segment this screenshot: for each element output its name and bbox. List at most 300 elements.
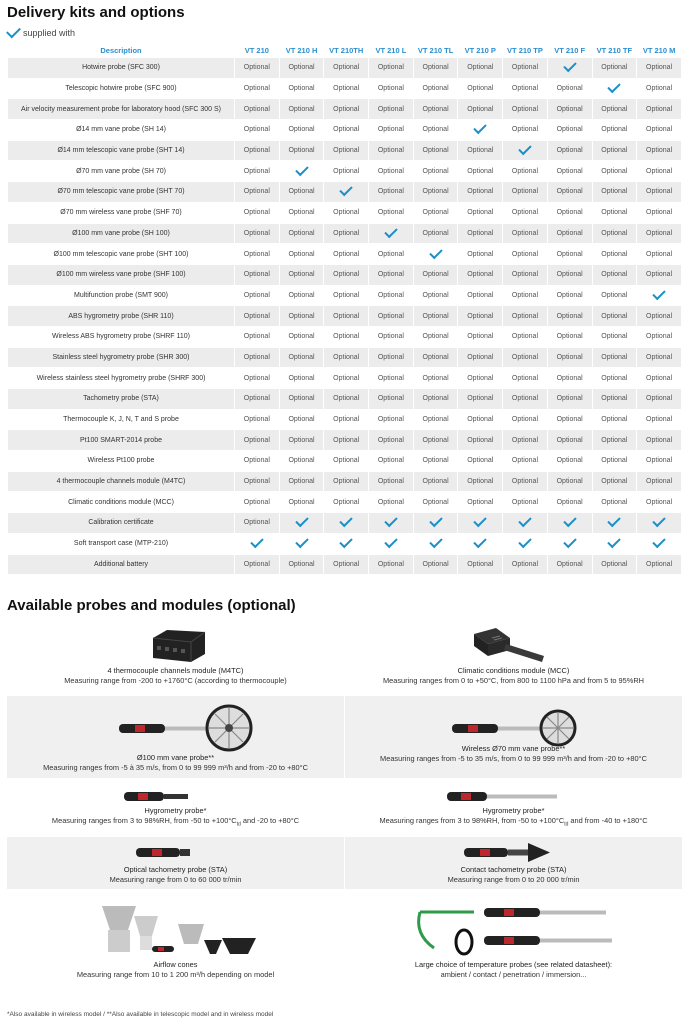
product-range: Measuring range from 10 to 1 200 m³/h depending on model: [76, 970, 275, 979]
checkmark-icon: [324, 513, 368, 533]
optional-cell: Optional: [280, 555, 324, 575]
optional-cell: Optional: [369, 161, 413, 181]
optional-cell: Optional: [369, 389, 413, 409]
optional-cell: Optional: [458, 430, 502, 450]
optional-cell: Optional: [593, 99, 637, 119]
optional-cell: Optional: [593, 58, 637, 78]
optional-cell: Optional: [503, 492, 547, 512]
table-row: [8, 348, 681, 368]
optional-cell: Optional: [414, 389, 458, 409]
optional-cell: Optional: [637, 430, 681, 450]
optional-cell: Optional: [503, 430, 547, 450]
optional-cell: Optional: [235, 120, 279, 140]
optional-cell: Optional: [458, 389, 502, 409]
optional-cell: Optional: [637, 244, 681, 264]
optional-cell: Optional: [369, 327, 413, 347]
checkmark-icon: [414, 244, 458, 264]
optional-cell: Optional: [235, 99, 279, 119]
product-range: Measuring range from 0 to 20 000 tr/min: [447, 875, 580, 884]
optional-cell: Optional: [637, 120, 681, 140]
optional-cell: Optional: [369, 348, 413, 368]
vane-probe-icon: [117, 702, 257, 752]
optional-cell: Optional: [280, 451, 324, 471]
table-row: [8, 286, 681, 306]
optional-cell: Optional: [324, 368, 368, 388]
product-mcc: [345, 622, 682, 688]
product-name: Optical tachometry probe (STA): [123, 865, 228, 874]
optional-cell: Optional: [637, 368, 681, 388]
row-description: Tachometry probe (STA): [8, 389, 234, 409]
row-description: Wireless ABS hygrometry probe (SHRF 110): [8, 327, 234, 347]
optional-cell: Optional: [503, 161, 547, 181]
optional-cell: Optional: [369, 492, 413, 512]
product-range: Measuring range from 0 to 60 000 tr/min: [109, 875, 242, 884]
optional-cell: Optional: [324, 472, 368, 492]
optional-cell: Optional: [503, 58, 547, 78]
optional-cell: Optional: [548, 492, 592, 512]
footnote: *Also available in wireless model / **Also available in telescopic model and in wireless model: [7, 1011, 274, 1018]
row-description: Ø70 mm telescopic vane probe (SHT 70): [8, 182, 234, 202]
optional-cell: Optional: [458, 410, 502, 430]
row-description: Wireless stainless steel hygrometry probe (SHRF 300): [8, 368, 234, 388]
checkmark-icon: [548, 534, 592, 554]
module-sensor-icon: [470, 626, 550, 666]
table-header-row: [8, 43, 681, 57]
product-name: Hygrometry probe*: [482, 806, 545, 815]
optional-cell: Optional: [593, 244, 637, 264]
table-row: [8, 534, 681, 554]
optional-cell: Optional: [369, 451, 413, 471]
optional-cell: Optional: [637, 410, 681, 430]
optional-cell: Optional: [324, 555, 368, 575]
optional-cell: Optional: [235, 368, 279, 388]
checkmark-icon: [548, 513, 592, 533]
optional-cell: Optional: [548, 368, 592, 388]
optional-cell: Optional: [458, 224, 502, 244]
column-header: VT 210: [244, 45, 269, 55]
optional-cell: Optional: [593, 389, 637, 409]
optional-cell: Optional: [593, 555, 637, 575]
table-row: [8, 555, 681, 575]
product-vane-70: [345, 696, 682, 778]
optional-cell: Optional: [414, 368, 458, 388]
optional-cell: Optional: [503, 265, 547, 285]
optional-cell: Optional: [637, 472, 681, 492]
optional-cell: Optional: [324, 203, 368, 223]
column-header: VT 210 P: [464, 45, 496, 55]
table-row: [8, 265, 681, 285]
table-row: [8, 368, 681, 388]
optional-cell: Optional: [414, 182, 458, 202]
optional-cell: Optional: [324, 451, 368, 471]
optional-cell: Optional: [324, 265, 368, 285]
optional-cell: Optional: [280, 348, 324, 368]
table-row: [8, 161, 681, 181]
optional-cell: Optional: [369, 472, 413, 492]
optional-cell: Optional: [593, 430, 637, 450]
optional-cell: Optional: [414, 120, 458, 140]
optional-cell: Optional: [280, 306, 324, 326]
product-airflow-cones: [7, 898, 344, 984]
optional-cell: Optional: [503, 306, 547, 326]
optional-cell: Optional: [235, 306, 279, 326]
optional-cell: Optional: [458, 141, 502, 161]
optional-cell: Optional: [280, 141, 324, 161]
legend: [7, 28, 75, 38]
optional-cell: Optional: [503, 224, 547, 244]
optional-cell: Optional: [414, 555, 458, 575]
optional-cell: Optional: [637, 141, 681, 161]
optional-cell: Optional: [280, 472, 324, 492]
checkmark-icon: [503, 141, 547, 161]
checkmark-icon: [503, 513, 547, 533]
row-description: Ø14 mm vane probe (SH 14): [8, 120, 234, 140]
row-description: Ø100 mm wireless vane probe (SHF 100): [8, 265, 234, 285]
optional-cell: Optional: [235, 244, 279, 264]
table-row: [8, 79, 681, 99]
optional-cell: Optional: [637, 306, 681, 326]
optional-cell: Optional: [458, 265, 502, 285]
optional-cell: Optional: [414, 430, 458, 450]
optional-cell: Optional: [548, 327, 592, 347]
table-row: [8, 513, 681, 533]
optional-cell: Optional: [548, 79, 592, 99]
product-name: Large choice of temperature probes (see related datasheet):: [414, 960, 613, 969]
product-name: Hygrometry probe*: [144, 806, 207, 815]
optional-cell: Optional: [593, 327, 637, 347]
checkmark-icon: [369, 224, 413, 244]
optional-cell: Optional: [503, 182, 547, 202]
row-description: Ø70 mm vane probe (SH 70): [8, 161, 234, 181]
product-name: Climatic conditions module (MCC): [457, 666, 570, 675]
product-range-end: and from -40 to +180°C: [570, 816, 648, 825]
optional-cell: Optional: [548, 161, 592, 181]
optional-cell: Optional: [280, 99, 324, 119]
table-row: [8, 120, 681, 140]
optional-cell: Optional: [324, 410, 368, 430]
table-row: [8, 99, 681, 119]
checkmark-icon: [414, 513, 458, 533]
checkmark-icon: [280, 161, 324, 181]
checkmark-icon: [324, 182, 368, 202]
table-row: [8, 141, 681, 161]
optional-cell: Optional: [593, 120, 637, 140]
table-row: [8, 203, 681, 223]
optional-cell: Optional: [280, 203, 324, 223]
checkmark-icon: [548, 58, 592, 78]
optional-cell: Optional: [458, 555, 502, 575]
optional-cell: Optional: [548, 555, 592, 575]
row-description: Soft transport case (MTP-210): [8, 534, 234, 554]
optional-cell: Optional: [503, 203, 547, 223]
checkmark-icon: [458, 534, 502, 554]
optional-cell: Optional: [235, 224, 279, 244]
optional-cell: Optional: [593, 451, 637, 471]
optional-cell: Optional: [414, 161, 458, 181]
optional-cell: Optional: [548, 306, 592, 326]
checkmark-icon: [637, 534, 681, 554]
optional-cell: Optional: [235, 389, 279, 409]
optional-cell: Optional: [548, 141, 592, 161]
optional-cell: Optional: [369, 368, 413, 388]
optional-cell: Optional: [637, 451, 681, 471]
product-range-sub: td: [564, 821, 569, 828]
section-title-delivery: Delivery kits and options: [7, 4, 185, 21]
checkmark-icon: [458, 513, 502, 533]
optional-cell: Optional: [369, 244, 413, 264]
optional-cell: Optional: [503, 99, 547, 119]
optional-cell: Optional: [637, 492, 681, 512]
optional-cell: Optional: [369, 58, 413, 78]
optional-cell: Optional: [593, 472, 637, 492]
optional-cell: Optional: [503, 368, 547, 388]
optional-cell: Optional: [548, 244, 592, 264]
optional-cell: Optional: [593, 182, 637, 202]
optional-cell: Optional: [235, 203, 279, 223]
row-description: Calibration certificate: [8, 513, 234, 533]
optional-cell: Optional: [324, 492, 368, 512]
optional-cell: Optional: [593, 203, 637, 223]
row-description: Ø100 mm vane probe (SH 100): [8, 224, 234, 244]
optional-cell: Optional: [235, 348, 279, 368]
product-range: Measuring ranges from 3 to 98%RH, from -50 to +100°C: [379, 816, 565, 825]
tachometry-probe-icon: [132, 843, 222, 861]
product-range: ambient / contact / penetration / immersion...: [440, 970, 587, 979]
column-header: VT 210 M: [642, 45, 676, 55]
optional-cell: Optional: [548, 410, 592, 430]
product-temperature: [345, 898, 682, 984]
optional-cell: Optional: [235, 472, 279, 492]
optional-cell: Optional: [458, 203, 502, 223]
optional-cell: Optional: [280, 182, 324, 202]
optional-cell: Optional: [637, 203, 681, 223]
optional-cell: Optional: [414, 99, 458, 119]
optional-cell: Optional: [369, 141, 413, 161]
optional-cell: Optional: [280, 244, 324, 264]
product-name: Contact tachometry probe (STA): [460, 865, 567, 874]
optional-cell: Optional: [324, 348, 368, 368]
optional-cell: Optional: [414, 410, 458, 430]
row-description: Climatic conditions module (MCC): [8, 492, 234, 512]
optional-cell: Optional: [593, 265, 637, 285]
airflow-cones-icon: [92, 902, 262, 958]
product-range: Measuring ranges from 3 to 98%RH, from -50 to +100°C: [51, 816, 237, 825]
optional-cell: Optional: [235, 141, 279, 161]
optional-cell: Optional: [235, 410, 279, 430]
checkmark-icon: [503, 534, 547, 554]
checkmark-icon: [593, 513, 637, 533]
optional-cell: Optional: [280, 492, 324, 512]
optional-cell: Optional: [503, 244, 547, 264]
optional-cell: Optional: [593, 141, 637, 161]
table-row: [8, 58, 681, 78]
optional-cell: Optional: [548, 99, 592, 119]
optional-cell: Optional: [593, 348, 637, 368]
checkmark-icon: [324, 534, 368, 554]
optional-cell: Optional: [369, 265, 413, 285]
product-hygro-2: [345, 784, 682, 832]
optional-cell: Optional: [548, 286, 592, 306]
optional-cell: Optional: [280, 389, 324, 409]
row-description: ABS hygrometry probe (SHR 110): [8, 306, 234, 326]
optional-cell: Optional: [324, 327, 368, 347]
optional-cell: Optional: [414, 327, 458, 347]
row-description: Ø70 mm wireless vane probe (SHF 70): [8, 203, 234, 223]
optional-cell: Optional: [235, 430, 279, 450]
product-range: Measuring range from -200 to +1760°C (according to thermocouple): [64, 676, 287, 685]
optional-cell: Optional: [503, 286, 547, 306]
optional-cell: Optional: [548, 430, 592, 450]
optional-cell: Optional: [548, 389, 592, 409]
row-description: Ø14 mm telescopic vane probe (SHT 14): [8, 141, 234, 161]
optional-cell: Optional: [235, 265, 279, 285]
optional-cell: Optional: [324, 120, 368, 140]
section-title-probes: Available probes and modules (optional): [7, 597, 296, 614]
optional-cell: Optional: [280, 265, 324, 285]
row-description: Ø100 mm telescopic vane probe (SHT 100): [8, 244, 234, 264]
optional-cell: Optional: [548, 203, 592, 223]
optional-cell: Optional: [235, 286, 279, 306]
optional-cell: Optional: [280, 286, 324, 306]
optional-cell: Optional: [593, 286, 637, 306]
optional-cell: Optional: [458, 79, 502, 99]
optional-cell: Optional: [548, 182, 592, 202]
optional-cell: Optional: [458, 492, 502, 512]
optional-cell: Optional: [324, 141, 368, 161]
optional-cell: Optional: [458, 348, 502, 368]
optional-cell: Optional: [458, 182, 502, 202]
options-table: [7, 42, 682, 575]
product-name: Wireless Ø70 mm vane probe**: [461, 744, 566, 753]
optional-cell: Optional: [324, 99, 368, 119]
optional-cell: Optional: [637, 555, 681, 575]
optional-cell: Optional: [280, 58, 324, 78]
table-body: [8, 58, 681, 574]
optional-cell: Optional: [235, 555, 279, 575]
optional-cell: Optional: [637, 389, 681, 409]
checkmark-icon: [6, 24, 21, 39]
optional-cell: Optional: [369, 203, 413, 223]
optional-cell: Optional: [458, 368, 502, 388]
optional-cell: Optional: [637, 265, 681, 285]
optional-cell: Optional: [548, 451, 592, 471]
optional-cell: Optional: [458, 286, 502, 306]
product-contact-tach: [345, 837, 682, 889]
table-row: [8, 430, 681, 450]
table-row: [8, 182, 681, 202]
optional-cell: Optional: [369, 410, 413, 430]
table-row: [8, 472, 681, 492]
optional-cell: Optional: [548, 348, 592, 368]
product-hygro-1: [7, 784, 344, 832]
row-description: Air velocity measurement probe for laboratory hood (SFC 300 S): [8, 99, 234, 119]
optional-cell: Optional: [458, 306, 502, 326]
optional-cell: Optional: [324, 306, 368, 326]
optional-cell: Optional: [324, 79, 368, 99]
optional-cell: Optional: [593, 161, 637, 181]
optional-cell: Optional: [324, 430, 368, 450]
optional-cell: Optional: [593, 492, 637, 512]
optional-cell: Optional: [414, 224, 458, 244]
optional-cell: Optional: [458, 327, 502, 347]
hygrometry-probe-icon: [122, 788, 202, 804]
optional-cell: Optional: [369, 79, 413, 99]
product-range: Measuring ranges from -5 à 35 m/s, from 0 to 99 999 m³/h and from -20 to +80°C: [43, 763, 308, 772]
checkmark-icon: [280, 513, 324, 533]
table-row: [8, 451, 681, 471]
optional-cell: Optional: [324, 224, 368, 244]
checkmark-icon: [280, 534, 324, 554]
product-m4tc: [7, 622, 344, 688]
optional-cell: Optional: [637, 79, 681, 99]
table-row: [8, 492, 681, 512]
optional-cell: Optional: [235, 492, 279, 512]
optional-cell: Optional: [548, 224, 592, 244]
optional-cell: Optional: [369, 430, 413, 450]
optional-cell: Optional: [235, 513, 279, 533]
hygrometry-probe-icon: [445, 788, 585, 804]
optional-cell: Optional: [324, 286, 368, 306]
optional-cell: Optional: [369, 99, 413, 119]
row-description: Hotwire probe (SFC 300): [8, 58, 234, 78]
optional-cell: Optional: [637, 182, 681, 202]
optional-cell: Optional: [637, 327, 681, 347]
table-row: [8, 306, 681, 326]
product-name: Ø100 mm vane probe**: [136, 753, 215, 762]
legend-label: supplied with: [23, 28, 76, 38]
optional-cell: Optional: [458, 472, 502, 492]
optional-cell: Optional: [458, 99, 502, 119]
table-row: [8, 224, 681, 244]
row-description: Wireless Pt100 probe: [8, 451, 234, 471]
optional-cell: Optional: [280, 120, 324, 140]
optional-cell: Optional: [637, 161, 681, 181]
optional-cell: Optional: [324, 161, 368, 181]
optional-cell: Optional: [369, 555, 413, 575]
optional-cell: Optional: [503, 451, 547, 471]
checkmark-icon: [369, 513, 413, 533]
table-row: [8, 327, 681, 347]
column-header: VT 210 F: [554, 45, 586, 55]
optional-cell: Optional: [235, 327, 279, 347]
optional-cell: Optional: [414, 306, 458, 326]
row-description: Additional battery: [8, 555, 234, 575]
checkmark-icon: [414, 534, 458, 554]
product-range-sub: td: [236, 821, 241, 828]
checkmark-icon: [458, 120, 502, 140]
optional-cell: Optional: [324, 58, 368, 78]
row-description: 4 thermocouple channels module (M4TC): [8, 472, 234, 492]
optional-cell: Optional: [414, 451, 458, 471]
module-box-icon: [147, 628, 209, 664]
optional-cell: Optional: [458, 58, 502, 78]
product-vane-100: [7, 696, 344, 778]
column-header: VT 210TH: [329, 45, 364, 55]
optional-cell: Optional: [503, 348, 547, 368]
optional-cell: Optional: [503, 79, 547, 99]
optional-cell: Optional: [503, 327, 547, 347]
row-description: Multifunction probe (SMT 900): [8, 286, 234, 306]
optional-cell: Optional: [593, 368, 637, 388]
row-description: Thermocouple K, J, N, T and S probe: [8, 410, 234, 430]
product-range: Measuring ranges from 0 to +50°C, from 800 to 1100 hPa and from 5 to 95%RH: [382, 676, 644, 685]
optional-cell: Optional: [414, 58, 458, 78]
optional-cell: Optional: [458, 161, 502, 181]
optional-cell: Optional: [369, 120, 413, 140]
checkmark-icon: [637, 513, 681, 533]
optional-cell: Optional: [414, 472, 458, 492]
column-header: VT 210 L: [375, 45, 407, 55]
